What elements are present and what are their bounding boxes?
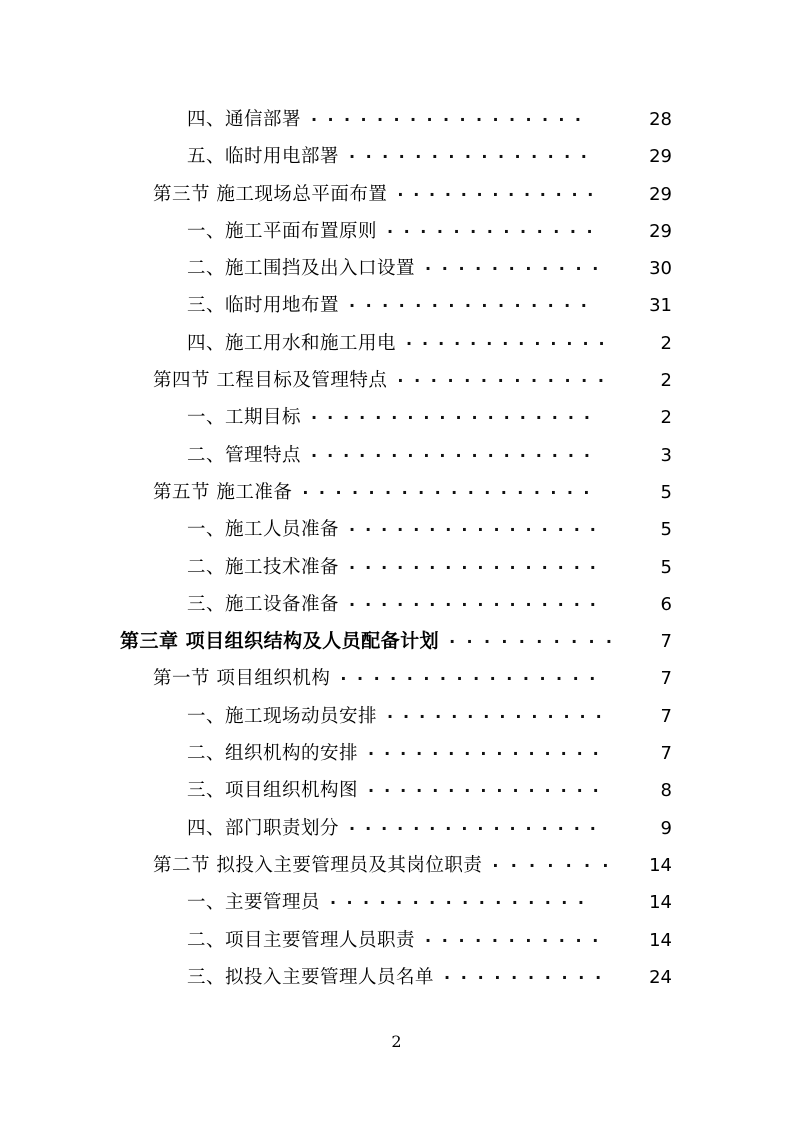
toc-leader-dots: ·················· (311, 408, 600, 428)
toc-entry-page: 5 (660, 481, 672, 503)
toc-entry-item[interactable] (0, 213, 793, 250)
toc-entry-page: 14 (649, 892, 672, 914)
toc-entry-item[interactable] (0, 549, 793, 586)
toc-entry-item[interactable] (0, 959, 793, 996)
toc-leader-dots: ·················· (311, 445, 600, 465)
toc-entry-page: 5 (660, 556, 672, 578)
toc-entry-item[interactable] (0, 735, 793, 772)
toc-entry-title: 二、管理特点 (187, 444, 302, 466)
toc-leader-dots: ················ (330, 893, 595, 913)
table-of-contents (0, 101, 793, 996)
toc-leader-dots: ··············· (349, 147, 598, 167)
toc-leader-dots: ············· (397, 371, 615, 391)
toc-entry-item[interactable] (0, 772, 793, 809)
toc-entry-title: 一、施工人员准备 (187, 519, 340, 541)
toc-leader-dots: ··············· (368, 744, 609, 764)
toc-entry-item[interactable] (0, 437, 793, 474)
toc-entry-item[interactable] (0, 922, 793, 959)
toc-leader-dots: ············· (406, 333, 615, 353)
toc-entry-item[interactable] (0, 101, 793, 138)
toc-entry-title: 四、施工用水和施工用电 (187, 332, 397, 354)
toc-leader-dots: ············· (397, 184, 604, 204)
toc-entry-section[interactable] (0, 176, 793, 213)
toc-entry-title: 二、施工技术准备 (187, 556, 340, 578)
toc-entry-title: 第一节 项目组织机构 (153, 668, 331, 690)
toc-leader-dots: ······· (492, 855, 621, 875)
toc-entry-title: 一、主要管理员 (187, 892, 321, 914)
toc-entry-page: 2 (660, 370, 672, 392)
toc-entry-title: 五、临时用电部署 (187, 146, 340, 168)
toc-leader-dots: ············· (387, 221, 604, 241)
toc-entry-section[interactable] (0, 362, 793, 399)
toc-entry-title: 第三章 项目组织结构及人员配备计划 (120, 630, 440, 653)
toc-leader-dots: ················ (340, 669, 606, 689)
toc-entry-page: 31 (649, 295, 672, 317)
toc-entry-title: 第四节 工程目标及管理特点 (153, 370, 388, 392)
toc-entry-item[interactable] (0, 325, 793, 362)
toc-entry-title: 一、施工平面布置原则 (187, 220, 378, 242)
toc-entry-title: 第三节 施工现场总平面布置 (153, 183, 388, 205)
toc-entry-title: 三、临时用地布置 (187, 295, 340, 317)
toc-entry-title: 第五节 施工准备 (153, 481, 293, 503)
toc-entry-item[interactable] (0, 287, 793, 324)
toc-leader-dots: ··············· (368, 781, 609, 801)
toc-entry-item[interactable] (0, 698, 793, 735)
toc-entry-section[interactable] (0, 474, 793, 511)
toc-entry-page: 24 (649, 966, 672, 988)
toc-entry-item[interactable] (0, 884, 793, 921)
toc-entry-page: 29 (649, 220, 672, 242)
toc-entry-page: 8 (660, 780, 672, 802)
toc-entry-page: 28 (649, 109, 672, 130)
toc-leader-dots: ·········· (444, 967, 612, 987)
toc-entry-page: 2 (660, 407, 672, 429)
toc-leader-dots: ················ (349, 594, 606, 614)
toc-leader-dots: ················ (349, 520, 606, 540)
toc-entry-page: 6 (660, 593, 672, 615)
toc-entry-page: 29 (649, 183, 672, 205)
toc-leader-dots: ··········· (425, 259, 609, 279)
toc-leader-dots: ·········· (449, 632, 624, 652)
toc-leader-dots: ·················· (302, 482, 600, 502)
toc-leader-dots: ················ (349, 557, 606, 577)
toc-leader-dots: ··········· (425, 930, 609, 950)
toc-entry-title: 三、项目组织机构图 (187, 780, 359, 802)
toc-entry-page: 30 (649, 258, 672, 280)
toc-entry-item[interactable] (0, 399, 793, 436)
toc-entry-page: 7 (660, 631, 672, 653)
toc-entry-item[interactable] (0, 810, 793, 847)
toc-entry-page: 9 (660, 817, 672, 839)
toc-entry-title: 四、通信部署 (187, 109, 302, 130)
toc-leader-dots: ················ (349, 818, 606, 838)
toc-entry-title: 二、组织机构的安排 (187, 743, 359, 765)
toc-entry-section[interactable] (0, 660, 793, 697)
toc-entry-title: 二、施工围挡及出入口设置 (187, 258, 416, 280)
toc-leader-dots: ················· (311, 110, 592, 129)
toc-entry-page: 7 (660, 743, 672, 765)
toc-entry-item[interactable] (0, 250, 793, 287)
toc-entry-title: 一、施工现场动员安排 (187, 705, 378, 727)
toc-entry-item[interactable] (0, 138, 793, 175)
toc-leader-dots: ··············· (349, 296, 598, 316)
toc-entry-title: 二、项目主要管理人员职责 (187, 929, 416, 951)
toc-entry-title: 第二节 拟投入主要管理员及其岗位职责 (153, 854, 483, 876)
toc-entry-item[interactable] (0, 511, 793, 548)
toc-entry-page: 7 (660, 668, 672, 690)
toc-entry-page: 2 (660, 332, 672, 354)
toc-entry-page: 7 (660, 705, 672, 727)
toc-entry-title: 三、拟投入主要管理人员名单 (187, 966, 435, 988)
toc-entry-page: 14 (649, 854, 672, 876)
toc-entry-item[interactable] (0, 586, 793, 623)
toc-entry-section[interactable] (0, 847, 793, 884)
toc-entry-title: 三、施工设备准备 (187, 593, 340, 615)
toc-leader-dots: ·············· (387, 706, 612, 726)
toc-entry-chapter[interactable] (0, 623, 793, 660)
toc-entry-page: 3 (660, 444, 672, 466)
toc-entry-page: 14 (649, 929, 672, 951)
toc-entry-title: 四、部门职责划分 (187, 817, 340, 839)
toc-entry-page: 29 (649, 146, 672, 168)
toc-entry-title: 一、工期目标 (187, 407, 302, 429)
toc-entry-page: 5 (660, 519, 672, 541)
page-number: 2 (391, 1032, 402, 1051)
